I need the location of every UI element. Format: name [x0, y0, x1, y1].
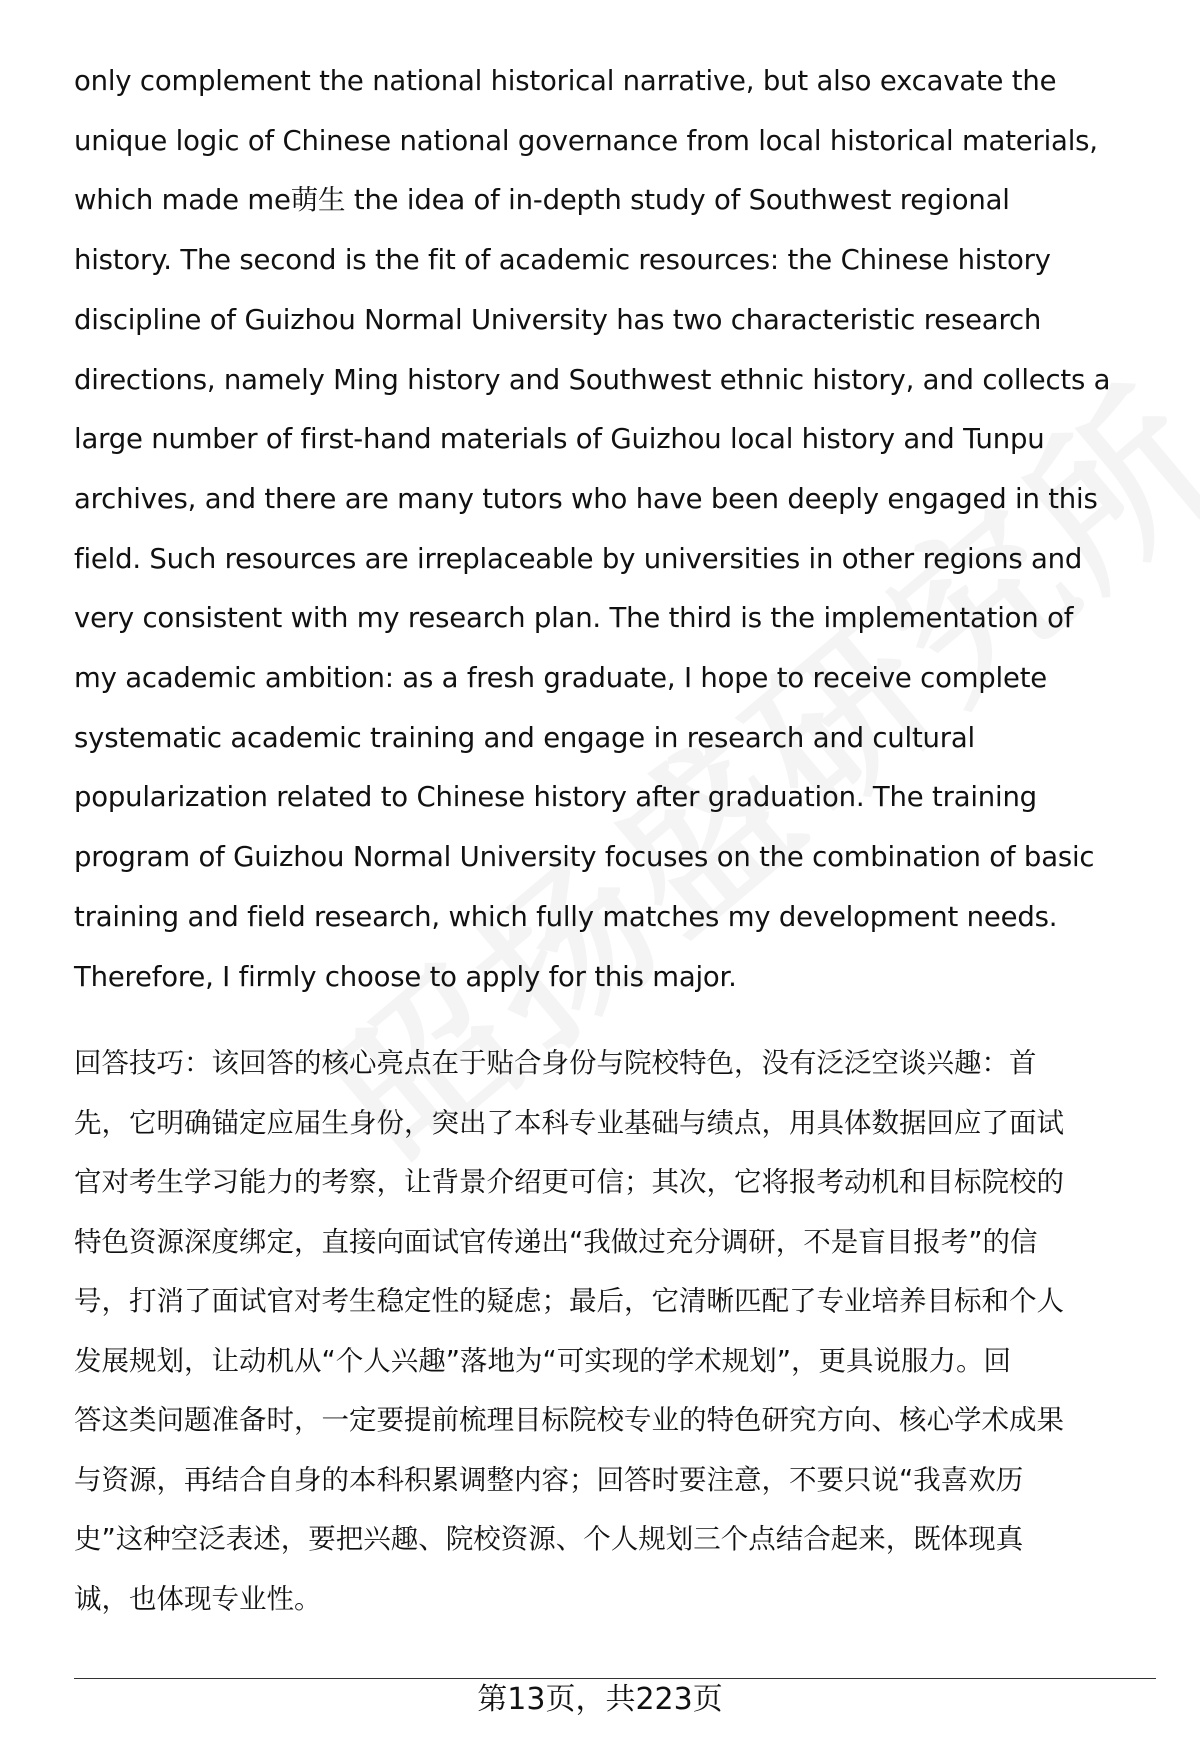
answer-line: discipline of Guizhou Normal University has two characteristic research: [74, 303, 1042, 336]
answer-line: my academic ambition: as a fresh graduate, I hope to receive complete: [74, 662, 1048, 695]
page-number: 第13页，共223页: [477, 1682, 723, 1717]
answer-line: Therefore, I firmly choose to apply for this major.: [74, 960, 737, 993]
tips-line: 与资源，再结合自身的本科积累调整内容；回答时要注意，不要只说“我喜欢历: [74, 1463, 1024, 1496]
tips-line: 特色资源深度绑定，直接向面试官传递出“我做过充分调研，不是盲目报考”的信: [74, 1225, 1038, 1258]
answer-paragraph: [74, 52, 1154, 1007]
tips-line: 发展规划，让动机从“个人兴趣”落地为“可实现的学术规划”，更具说服力。回: [74, 1344, 1011, 1377]
answer-line: popularization related to Chinese history after graduation. The training: [74, 781, 1037, 814]
answer-line: very consistent with my research plan. The third is the implementation of: [74, 602, 1074, 635]
answer-line: unique logic of Chinese national governance from local historical materials,: [74, 124, 1098, 157]
tips-line: 回答技巧：该回答的核心亮点在于贴合身份与院校特色，没有泛泛空谈兴趣：首: [74, 1047, 1037, 1079]
tips-line: 史”这种空泛表述，要把兴趣、院校资源、个人规划三个点结合起来，既体现真: [74, 1523, 1024, 1555]
answer-line: program of Guizhou Normal University focuses on the combination of basic: [74, 841, 1095, 874]
answer-line: which made me萌生 the idea of in-depth study of Southwest regional: [74, 184, 1010, 217]
answer-line: systematic academic training and engage in research and cultural: [74, 721, 975, 754]
answer-line: archives, and there are many tutors who have been deeply engaged in this: [74, 482, 1098, 515]
answer-line: history. The second is the fit of academic resources: the Chinese history: [74, 244, 1051, 277]
tips-line: 官对考生学习能力的考察，让背景介绍更可信；其次，它将报考动机和目标院校的: [74, 1166, 1064, 1198]
footer-divider: [74, 1678, 1156, 1679]
answer-line: large number of first-hand materials of Guizhou local history and Tunpu: [74, 423, 1045, 456]
answer-line: field. Such resources are irreplaceable by universities in other regions and: [74, 542, 1083, 575]
tips-line: 先，它明确锚定应届生身份，突出了本科专业基础与绩点，用具体数据回应了面试: [74, 1106, 1064, 1139]
tips-line: 诚，也体现专业性。: [74, 1582, 322, 1615]
tips-line: 答这类问题准备时，一定要提前梳理目标院校专业的特色研究方向、核心学术成果: [74, 1404, 1064, 1436]
tips-line: 号，打消了面试官对考生稳定性的疑虑；最后，它清晰匹配了专业培养目标和个人: [74, 1285, 1064, 1317]
answer-line: only complement the national historical narrative, but also excavate the: [74, 65, 1057, 97]
tips-paragraph: [74, 1034, 1154, 1629]
answer-line: training and field research, which fully matches my development needs.: [74, 900, 1058, 933]
answer-line: directions, namely Ming history and Southwest ethnic history, and collects a: [74, 363, 1111, 396]
